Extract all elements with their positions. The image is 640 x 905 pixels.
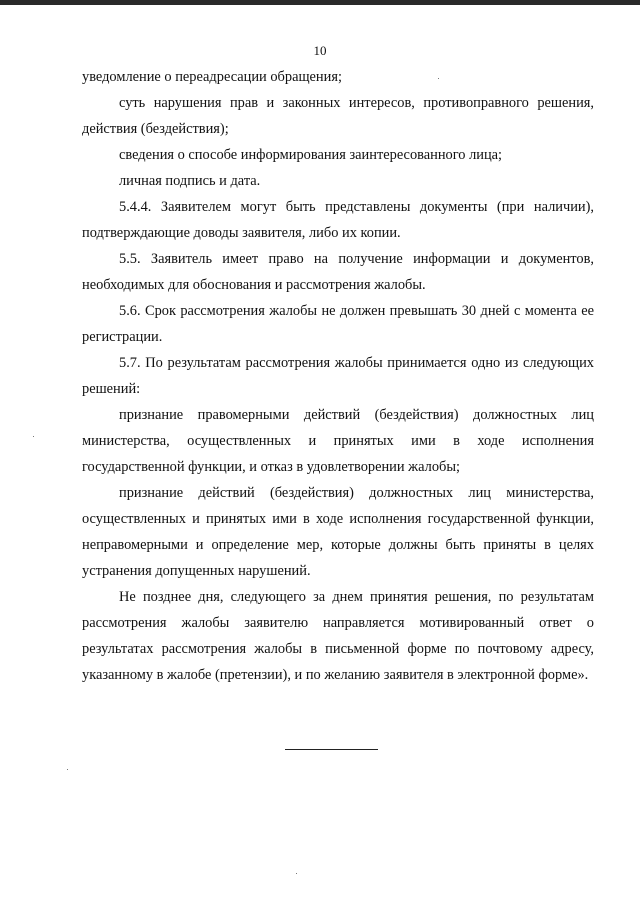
paragraph: суть нарушения прав и законных интересов, противоправного решения, действия (бездействия); — [82, 95, 594, 137]
scan-speck — [438, 78, 439, 79]
paragraph: 5.4.4. Заявителем могут быть представлены документы (при наличии), подтверждающие доводы заявителя, либо их копии. — [82, 199, 594, 241]
end-of-text-rule — [285, 749, 378, 750]
scan-speck — [33, 436, 34, 437]
paragraph: Не позднее дня, следующего за днем принятия решения, по результатам рассмотрения жалобы заявителю направляется мотивированный ответ о результатах рассмотрения жалобы в письменной форме по почтовому адресу, указанному в жалобе (претензии), и по желанию заявителя в электронной форме». — [82, 589, 594, 683]
paragraph: личная подпись и дата. — [119, 173, 261, 189]
paragraph: 5.7. По результатам рассмотрения жалобы принимается одно из следующих решений: — [82, 355, 594, 397]
scan-top-edge — [0, 0, 640, 5]
paragraph: 5.5. Заявитель имеет право на получение информации и документов, необходимых для обоснования и рассмотрения жалобы. — [82, 251, 594, 293]
document-body — [82, 64, 594, 688]
page-number: 10 — [313, 43, 327, 58]
paragraph: признание действий (бездействия) должностных лиц министерства, осуществленных и принятых ими в ходе исполнения государственной функции, неправомерными и определение мер, которые должны быть приняты в целях устранения допущенных нарушений. — [82, 485, 594, 579]
paragraph: 5.6. Срок рассмотрения жалобы не должен превышать 30 дней с момента ее регистрации. — [82, 303, 594, 345]
paragraph: признание правомерными действий (бездействия) должностных лиц министерства, осуществленных и принятых ими в ходе исполнения государственной функции, и отказ в удовлетворении жалобы; — [82, 407, 594, 475]
scan-speck — [296, 873, 297, 874]
paragraph: уведомление о переадресации обращения; — [82, 69, 342, 85]
scan-speck — [67, 769, 68, 770]
paragraph: сведения о способе информирования заинтересованного лица; — [119, 147, 503, 163]
